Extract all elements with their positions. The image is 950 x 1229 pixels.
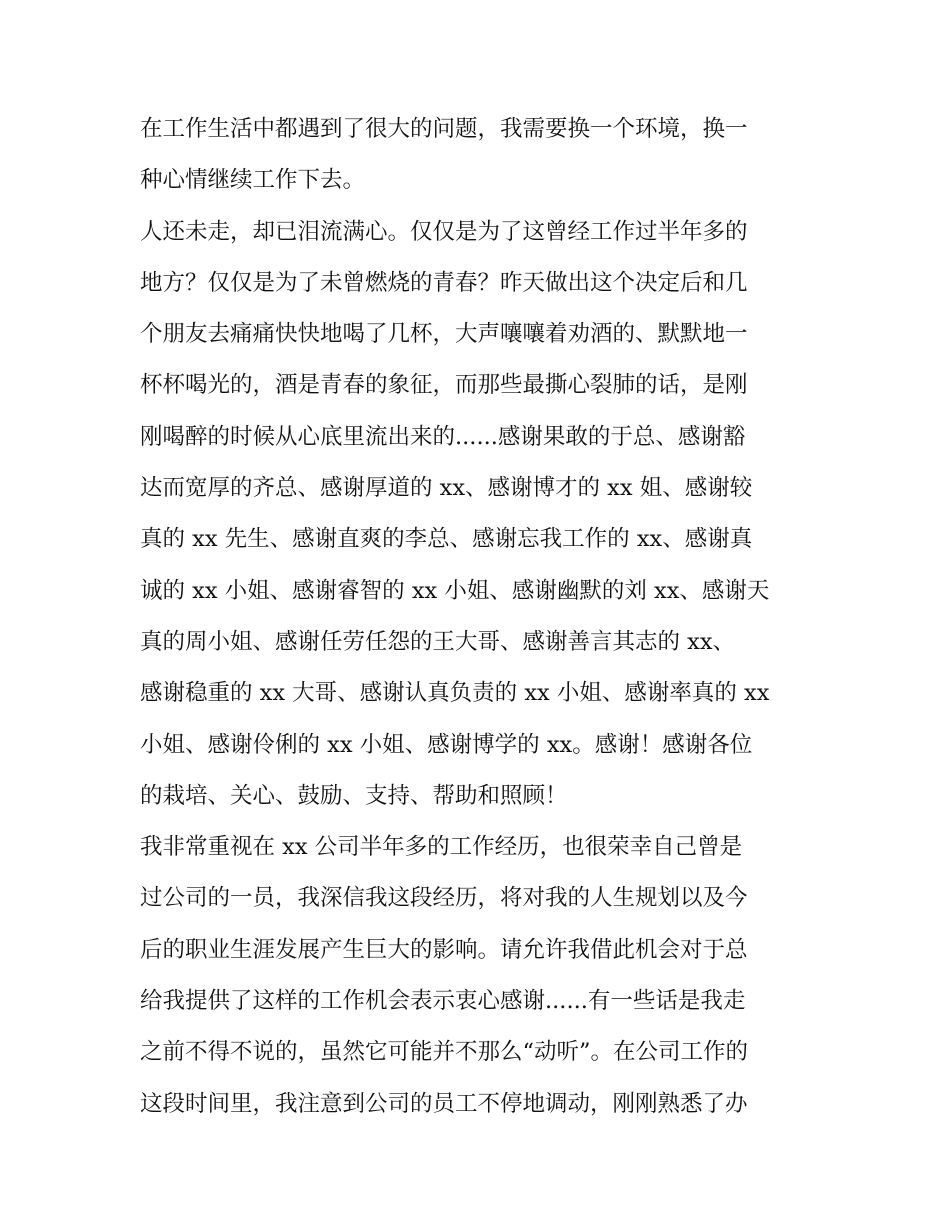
text-line: 真的周小姐、感谢任劳任怨的王大哥、感谢善言其志的 xx、 [140, 628, 736, 655]
text-line: 给我提供了这样的工作机会表示衷心感谢......有一些话是我走 [140, 988, 746, 1015]
document-body [140, 104, 820, 1130]
text-line: 达而宽厚的齐总、感谢厚道的 xx、感谢博才的 xx 姐、感谢较 [140, 475, 753, 502]
text-line: 我非常重视在 xx 公司半年多的工作经历，也很荣幸自己曾是 [140, 834, 743, 861]
text-line: 真的 xx 先生、感谢直爽的李总、感谢忘我工作的 xx、感谢真 [140, 526, 753, 553]
text-line: 感谢稳重的 xx 大哥、感谢认真负责的 xx 小姐、感谢率真的 xx [140, 680, 770, 707]
text-line: 在工作生活中都遇到了很大的问题，我需要换一个环境，换一 [140, 116, 748, 142]
text-line: 地方？仅仅是为了未曾燃烧的青春？昨天做出这个决定后和几 [140, 269, 748, 296]
text-line: 诚的 xx 小姐、感谢睿智的 xx 小姐、感谢幽默的刘 xx、感谢天 [140, 577, 770, 604]
text-line: 小姐、感谢伶俐的 xx 小姐、感谢博学的 xx。感谢！感谢各位 [140, 731, 753, 758]
text-line: 过公司的一员，我深信我这段经历，将对我的人生规划以及今 [140, 885, 748, 912]
text-line: 之前不得不说的，虽然它可能并不那么“动听”。在公司工作的 [140, 1039, 749, 1066]
text-line: 杯杯喝光的，酒是青春的象征，而那些最撕心裂肺的话，是刚 [140, 372, 748, 399]
text-line: 种心情继续工作下去。 [140, 167, 366, 194]
text-line: 人还未走，却已泪流满心。仅仅是为了这曾经工作过半年多的 [140, 218, 748, 245]
text-line: 后的职业生涯发展产生巨大的影响。请允许我借此机会对于总 [140, 936, 748, 963]
text-line: 刚喝醉的时候从心底里流出来的......感谢果敢的于总、感谢豁 [140, 423, 746, 450]
text-line: 个朋友去痛痛快快地喝了几杯，大声嚷嚷着劝酒的、默默地一 [140, 321, 748, 348]
text-line: 这段时间里，我注意到公司的员工不停地调动，刚刚熟悉了办 [140, 1090, 748, 1117]
text-line: 的栽培、关心、鼓励、支持、帮助和照顾！ [140, 782, 568, 809]
